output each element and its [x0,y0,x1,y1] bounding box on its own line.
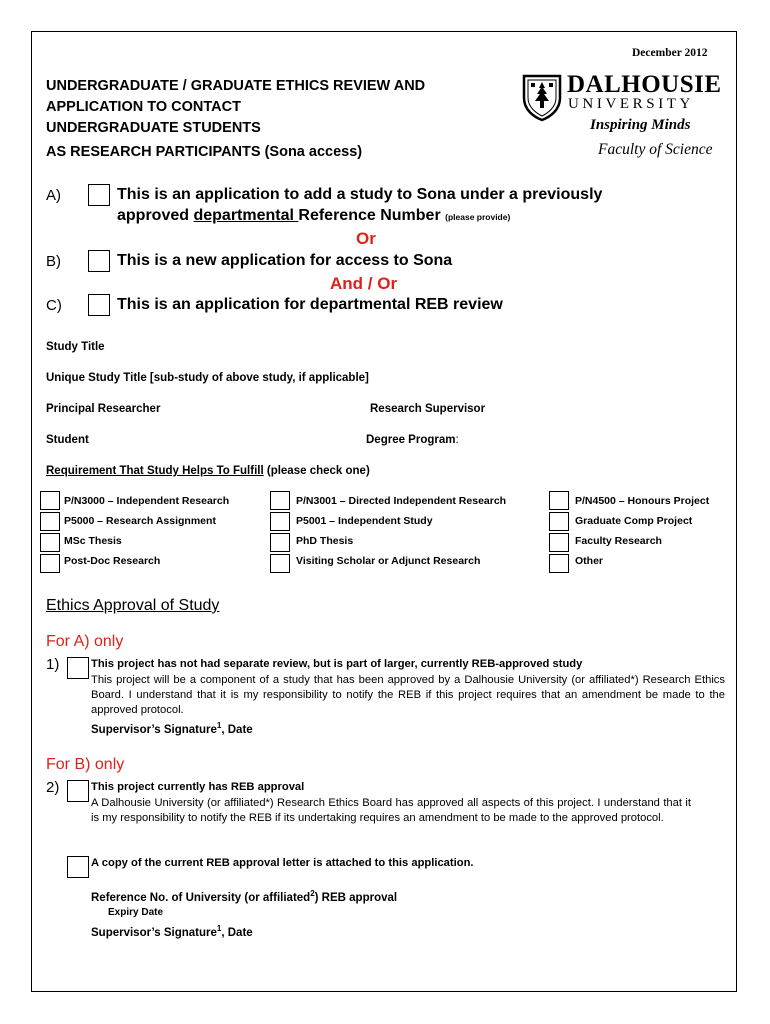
form-title-line-1: UNDERGRADUATE / GRADUATE ETHICS REVIEW AND [46,78,426,94]
for-a-heading: For A) only [46,633,124,650]
option-c-checkbox[interactable] [88,294,110,316]
option-a-text-line-2 [117,207,510,225]
option-c-letter: C) [46,297,62,314]
dalhousie-crest-icon [522,74,562,122]
item-2-heading: This project currently has REB approval [91,781,305,793]
req-label-pn4500: P/N4500 – Honours Project [575,495,710,507]
supervisor-signature-1-date: , Date [221,723,253,736]
req-label-phd: PhD Thesis [296,535,354,547]
logo-faculty: Faculty of Science [598,141,713,158]
logo-dalhousie: DALHOUSIE [567,71,722,98]
research-supervisor-label: Research Supervisor [370,403,486,415]
req-checkbox-phd[interactable] [270,533,290,552]
logo-tagline: Inspiring Minds [590,117,691,133]
req-label-other: Other [575,555,604,567]
or-label: Or [356,229,376,248]
req-label-p5000: P5000 – Research Assignment [64,515,216,527]
reference-number-footnote: 2 [310,889,315,898]
option-a-reference: Reference Number [298,207,441,224]
expiry-date-label: Expiry Date [108,907,164,918]
degree-program-label [366,434,459,446]
req-label-pn3001: P/N3001 – Directed Independent Research [296,495,507,507]
supervisor-signature-2-footnote: 1 [216,924,222,933]
requirement-heading-note: (please check one) [263,465,370,477]
item-2-number: 2) [46,779,60,796]
copy-attached-checkbox[interactable] [67,856,89,878]
req-label-faculty: Faculty Research [575,535,662,547]
option-b-letter: B) [46,253,61,270]
req-label-p5001: P5001 – Independent Study [296,515,433,527]
req-label-pn3000: P/N3000 – Independent Research [64,495,230,507]
student-label: Student [46,434,89,446]
supervisor-signature-1-footnote: 1 [216,721,222,730]
req-checkbox-postdoc[interactable] [40,554,60,573]
option-b-checkbox[interactable] [88,250,110,272]
study-title-label: Study Title [46,341,105,353]
supervisor-signature-2 [91,924,253,939]
req-label-postdoc: Post-Doc Research [64,555,161,567]
supervisor-signature-2-date: , Date [221,926,253,939]
copy-attached-text: A copy of the current REB approval letter is attached to this application. [91,857,474,869]
logo-university: UNIVERSITY [568,96,694,112]
item-2-body: A Dalhousie University (or affiliated*) Research Ethics Board has approved all aspects of this project. I understand that it is my responsibility to notify the REB if its undertaking requires an amendment to be made to the approved protocol. [91,797,691,824]
form-title-line-2: APPLICATION TO CONTACT [46,99,241,115]
req-checkbox-pn3000[interactable] [40,491,60,510]
option-a-text-line-1: This is an application to add a study to Sona under a previously [117,186,603,203]
req-label-visiting: Visiting Scholar or Adjunct Research [296,555,481,567]
unique-study-title-label: Unique Study Title [sub-study of above study, if applicable] [46,372,369,384]
page-border [31,31,737,992]
req-checkbox-p5000[interactable] [40,512,60,531]
req-checkbox-msc[interactable] [40,533,60,552]
item-1-checkbox[interactable] [67,657,89,679]
req-checkbox-pn4500[interactable] [549,491,569,510]
form-title-line-4: AS RESEARCH PARTICIPANTS (Sona access) [46,144,363,160]
option-a-departmental: departmental [193,207,299,224]
item-1-number: 1) [46,656,60,673]
item-1-body: This project will be a component of a study that has been approved by a Dalhousie University (or affiliated*) Research Ethics Board. I understand that it is my responsibility to notify the REB if this project requires that an amendment be made to the approved protocol. [91,674,725,716]
reference-number-label [91,889,397,904]
degree-program-colon: : [455,434,459,446]
req-checkbox-visiting[interactable] [270,554,290,573]
req-checkbox-p5001[interactable] [270,512,290,531]
req-checkbox-gradcomp[interactable] [549,512,569,531]
item-2-checkbox[interactable] [67,780,89,802]
option-a-approved: approved [117,207,194,224]
option-a-letter: A) [46,187,61,204]
requirement-heading [46,465,370,477]
option-c-text: This is an application for departmental REB review [117,296,503,313]
supervisor-signature-2-label: Supervisor’s Signature [91,926,217,939]
req-checkbox-pn3001[interactable] [270,491,290,510]
option-a-checkbox[interactable] [88,184,110,206]
and-or-label: And / Or [330,274,398,293]
reference-number-text: Reference No. of University (or affiliated [91,891,311,904]
reference-number-rest: ) REB approval [314,891,398,904]
ethics-heading: Ethics Approval of Study [46,597,220,614]
for-b-heading: For B) only [46,756,125,773]
item-1-heading: This project has not had separate review, but is part of larger, currently REB-approved study [91,658,583,670]
form-date: December 2012 [632,47,708,59]
option-a-note: (please provide) [445,212,511,222]
requirement-heading-main: Requirement That Study Helps To Fulfill [46,465,264,477]
principal-researcher-label: Principal Researcher [46,403,161,415]
req-label-gradcomp: Graduate Comp Project [575,515,693,527]
req-checkbox-other[interactable] [549,554,569,573]
form-title-line-3: UNDERGRADUATE STUDENTS [46,120,261,136]
supervisor-signature-1 [91,721,253,736]
option-b-text: This is a new application for access to Sona [117,252,453,269]
req-checkbox-faculty[interactable] [549,533,569,552]
supervisor-signature-1-label: Supervisor’s Signature [91,723,217,736]
req-label-msc: MSc Thesis [64,535,122,547]
degree-program-text: Degree Program [366,434,456,446]
